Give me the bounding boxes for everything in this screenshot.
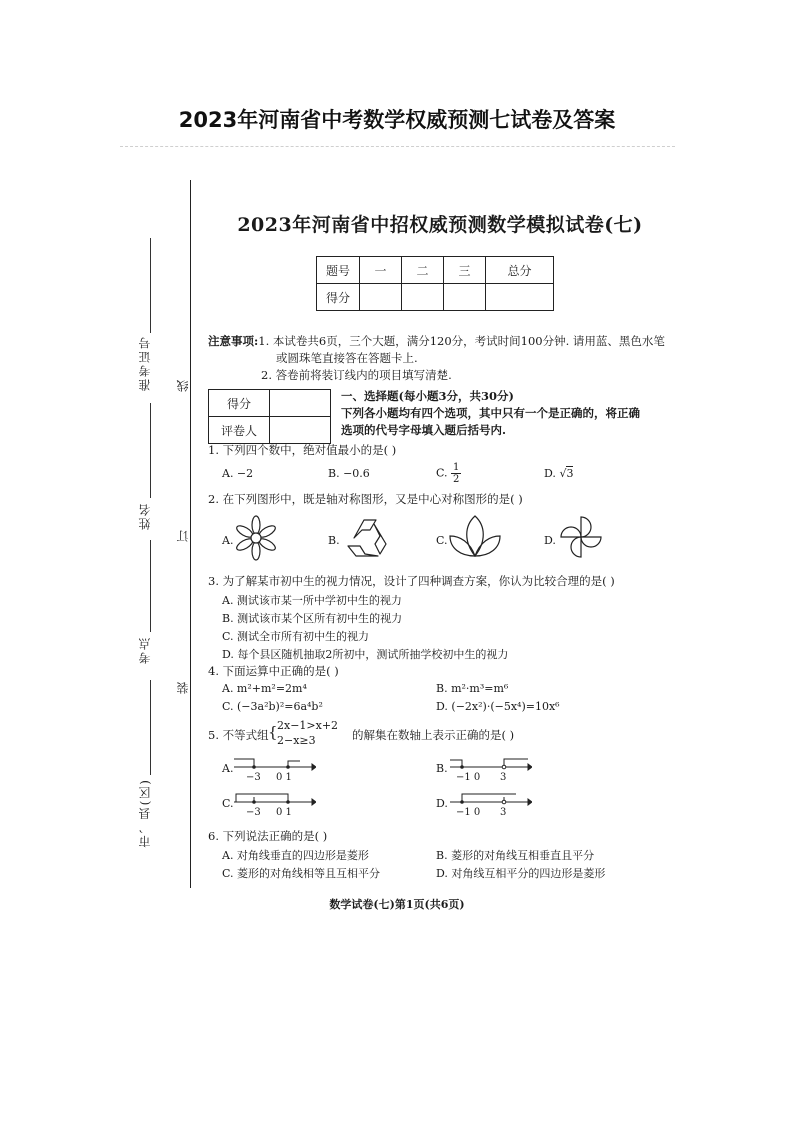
- grader-score-cell[interactable]: [270, 390, 331, 417]
- q1-option-c: [436, 462, 461, 485]
- q1-option-a: A. −2: [222, 467, 254, 480]
- exam-site-field-line: [150, 540, 151, 632]
- score-header-part3: 三: [444, 257, 486, 284]
- section1-desc-2: 选项的代号字母填入题后括号内.: [341, 423, 507, 437]
- q5-a-tick-left: −3: [246, 772, 261, 783]
- q5-option-c-label: C.: [222, 797, 234, 810]
- q1-option-b: B. −0.6: [328, 467, 370, 480]
- admission-field-line: [150, 238, 151, 333]
- county-label: 市、县(区): [138, 778, 152, 848]
- inequality-system: [277, 718, 338, 748]
- q5-d-tick-left: −1 0: [456, 807, 481, 818]
- notice-item-2: 2. 答卷前将装订线内的项目填写清楚.: [261, 368, 452, 382]
- number-line-c: [232, 790, 316, 814]
- q6-option-b: B. 菱形的对角线互相垂直且平分: [436, 849, 595, 862]
- fraction-numerator: 1: [453, 462, 460, 473]
- q3-option-c: C. 测试全市所有初中生的视力: [222, 630, 370, 643]
- q5-b-tick-right: 3: [500, 772, 507, 783]
- q6-option-a: A. 对角线垂直的四边形是菱形: [222, 849, 369, 862]
- sqrt-icon: √: [559, 467, 567, 480]
- question-5-pre: 5. 不等式组: [208, 728, 269, 742]
- number-line-a: [232, 755, 316, 779]
- q1-option-c-prefix: C.: [436, 466, 448, 480]
- q5-a-tick-right: 0 1: [276, 772, 292, 783]
- fraction: [451, 462, 461, 485]
- flower-petals-icon: [232, 514, 280, 562]
- q6-option-d: D. 对角线互相平分的四边形是菱形: [436, 867, 606, 880]
- notice-item-1a: 1. 本试卷共6页，三个大题，满分120分，考试时间100分钟. 请用蓝、黑色水笔: [258, 334, 665, 348]
- score-cell[interactable]: [402, 284, 444, 311]
- grader-box: [208, 389, 331, 444]
- notice-block: [208, 333, 668, 384]
- page-footer: 数学试卷(七)第1页(共6页): [329, 898, 465, 911]
- q2-option-a-label: A.: [222, 534, 234, 547]
- q1-option-d: [544, 467, 573, 480]
- score-cell[interactable]: [360, 284, 402, 311]
- exam-site-label: 考点: [138, 636, 152, 664]
- q5-option-b-label: B.: [436, 762, 448, 775]
- inequality-1: 2x−1>x+2: [277, 719, 339, 732]
- admission-number-label: 准考证号: [138, 335, 152, 391]
- q2-option-b-label: B.: [328, 534, 340, 547]
- recycle-triangle-icon: [340, 514, 394, 562]
- q3-option-d: D. 每个县区随机抽取2所初中，测试所抽学校初中生的视力: [222, 648, 509, 661]
- q4-option-d: D. (−2x²)·(−5x⁴)=10x⁶: [436, 700, 560, 713]
- score-header-total: 总分: [486, 257, 554, 284]
- county-field-line: [150, 680, 151, 775]
- name-label: 姓名: [138, 502, 152, 530]
- lotus-leaf-icon: [446, 512, 504, 562]
- question-1: 1. 下列四个数中，绝对值最小的是( ): [208, 443, 397, 457]
- binding-mark-line: 线: [176, 378, 190, 392]
- score-cell[interactable]: [486, 284, 554, 311]
- score-header-part1: 一: [360, 257, 402, 284]
- score-header-part2: 二: [402, 257, 444, 284]
- q2-option-d-label: D.: [544, 534, 556, 547]
- q4-option-c: C. (−3a²b)²=6a⁴b²: [222, 700, 323, 713]
- sqrt-radicand: 3: [566, 467, 574, 480]
- section1-header: [341, 388, 640, 439]
- system-brace-icon: {: [268, 723, 278, 741]
- binding-mark-zhuang: 装: [176, 680, 190, 694]
- question-6: 6. 下列说法正确的是( ): [208, 829, 328, 843]
- score-row-label: 得分: [317, 284, 360, 311]
- q3-option-b: B. 测试该市某个区所有初中生的视力: [222, 612, 403, 625]
- notice-label: 注意事项:: [208, 334, 259, 348]
- q5-option-a-label: A.: [222, 762, 234, 775]
- q4-option-a: A. m²+m²=2m⁴: [222, 682, 307, 695]
- q5-c-tick-left: −3: [246, 807, 261, 818]
- q3-option-a: A. 测试该市某一所中学初中生的视力: [222, 594, 402, 607]
- exam-title: 2023年河南省中招权威预测数学模拟试卷(七): [237, 214, 643, 236]
- name-field-line: [150, 403, 151, 498]
- q2-option-c-label: C.: [436, 534, 448, 547]
- fraction-denominator: 2: [453, 474, 460, 485]
- document-title: 2023年河南省中考数学权威预测七试卷及答案: [178, 108, 616, 132]
- pinwheel-icon: [556, 512, 606, 562]
- score-header-label: 题号: [317, 257, 360, 284]
- q1-option-d-prefix: D.: [544, 467, 556, 480]
- grader-name-cell[interactable]: [270, 417, 331, 444]
- binding-mark-ding: 订: [176, 528, 190, 542]
- q5-c-tick-right: 0 1: [276, 807, 292, 818]
- q5-option-d-label: D.: [436, 797, 448, 810]
- section1-desc-1: 下列各小题均有四个选项，其中只有一个是正确的，将正确: [341, 406, 640, 420]
- score-table: [316, 256, 554, 311]
- notice-item-1b: 或圆珠笔直接答在答题卡上.: [276, 351, 418, 365]
- q6-option-c: C. 菱形的对角线相等且互相平分: [222, 867, 381, 880]
- title-divider: [120, 146, 675, 147]
- q5-b-tick-left: −1 0: [456, 772, 481, 783]
- q4-option-b: B. m²·m³=m⁶: [436, 682, 509, 695]
- question-5-post: 的解集在数轴上表示正确的是( ): [352, 728, 515, 742]
- question-3: 3. 为了解某市初中生的视力情况，设计了四种调查方案，你认为比较合理的是( ): [208, 574, 615, 588]
- section1-title: 一、选择题(每小题3分，共30分): [341, 389, 514, 403]
- q5-d-tick-right: 3: [500, 807, 507, 818]
- question-2: 2. 在下列图形中，既是轴对称图形，又是中心对称图形的是( ): [208, 492, 523, 506]
- grader-score-label: 得分: [209, 390, 270, 417]
- question-4: 4. 下面运算中正确的是( ): [208, 664, 339, 678]
- inequality-2: 2−x≥3: [277, 734, 316, 747]
- score-cell[interactable]: [444, 284, 486, 311]
- grader-label: 评卷人: [209, 417, 270, 444]
